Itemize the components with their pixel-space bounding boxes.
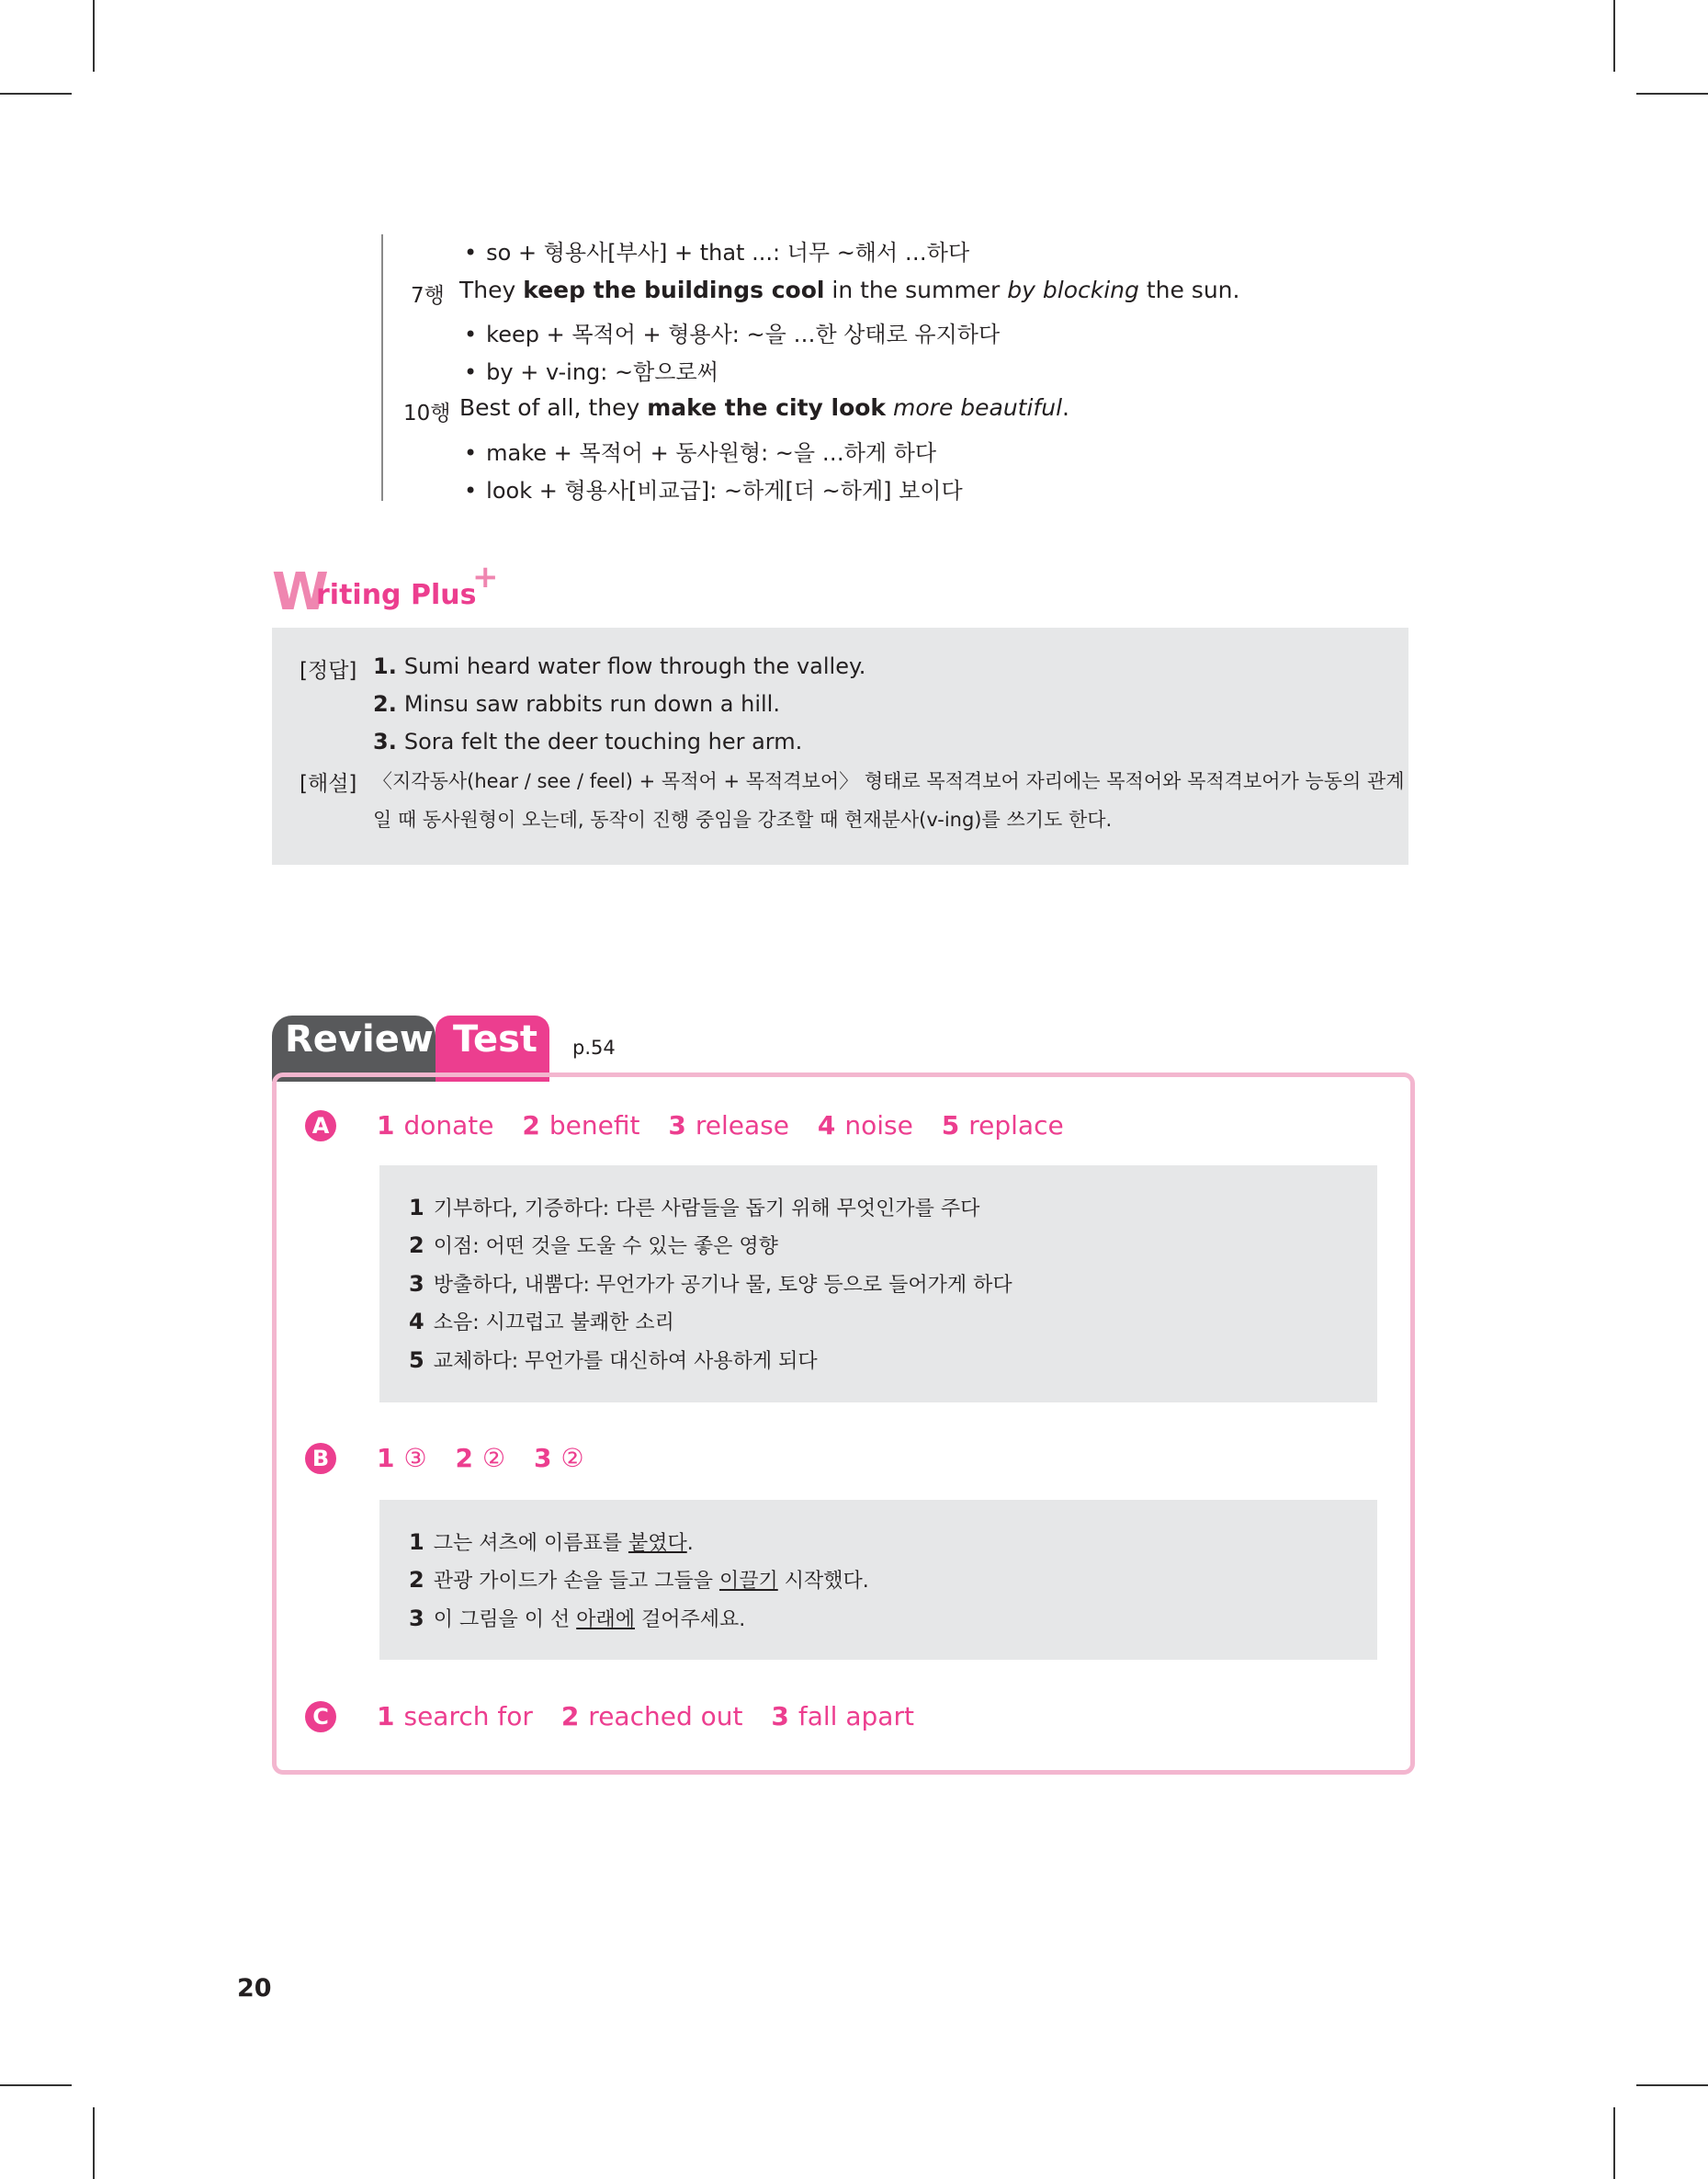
- note-line: 3 방출하다, 내뿜다: 무언가가 공기나 물, 토양 등으로 들어가게 하다: [409, 1271, 1012, 1297]
- section-a-notes: [379, 1165, 1377, 1402]
- answer-line: 3. Sora felt the deer touching her arm.: [373, 729, 803, 755]
- note-line: • so + 형용사[부사] + that ...: 너무 ~해서 …하다: [464, 240, 970, 266]
- line-number: 10행: [403, 402, 451, 426]
- note-line: 2 관광 가이드가 손을 들고 그들을 이끌기 시작했다.: [409, 1567, 869, 1593]
- section-b-answers: 1 ③ 2 ② 3 ②: [377, 1443, 584, 1473]
- test-title: Test: [453, 1018, 538, 1061]
- example-sentence: Best of all, they make the city look more beautiful.: [459, 394, 1069, 421]
- crop-mark: [0, 93, 72, 95]
- section-a-badge: A: [305, 1110, 336, 1141]
- note-line: 1 그는 셔츠에 이름표를 붙였다.: [409, 1529, 694, 1555]
- explanation-tag: [해설]: [300, 772, 357, 796]
- note-line: • by + v-ing: ~함으로써: [464, 359, 718, 385]
- review-title: Review: [285, 1018, 434, 1061]
- explanation-text: 〈지각동사(hear / see / feel) + 목적어 + 목적격보어〉 형태로 목적격보어 자리에는 목적어와 목적격보어가 능동의 관계: [373, 770, 1405, 792]
- writing-plus-answer-box: [272, 628, 1408, 865]
- crop-mark: [1613, 2107, 1615, 2179]
- answer-line: 1. Sumi heard water flow through the valley.: [373, 653, 866, 679]
- section-c-badge: C: [305, 1701, 336, 1732]
- note-line: 5 교체하다: 무언가를 대신하여 사용하게 되다: [409, 1347, 818, 1373]
- line-number: 7행: [411, 284, 445, 308]
- section-a-answers: 1 donate 2 benefit 3 release 4 noise 5 replace: [377, 1110, 1064, 1141]
- note-line: • keep + 목적어 + 형용사: ~을 …한 상태로 유지하다: [464, 322, 1001, 347]
- note-line: 1 기부하다, 기증하다: 다른 사람들을 돕기 위해 무엇인가를 주다: [409, 1195, 980, 1220]
- grammar-notes: [381, 234, 1302, 504]
- crop-mark: [93, 2107, 95, 2179]
- explanation-text: 일 때 동사원형이 오는데, 동작이 진행 중임을 강조할 때 현재분사(v-ing)를 쓰기도 한다.: [373, 809, 1113, 831]
- section-b-notes: [379, 1500, 1377, 1660]
- answer-tag: [정답]: [300, 659, 357, 683]
- note-line: • look + 형용사[비교급]: ~하게[더 ~하게] 보이다: [464, 478, 963, 504]
- answer-line: 2. Minsu saw rabbits run down a hill.: [373, 691, 780, 717]
- writing-plus-title: W riting Plus +: [272, 559, 499, 622]
- note-line: 4 소음: 시끄럽고 불쾌한 소리: [409, 1309, 674, 1334]
- crop-mark: [1636, 2084, 1708, 2086]
- page-reference: p.54: [572, 1037, 616, 1059]
- crop-mark: [1613, 0, 1615, 72]
- section-c-answers: 1 search for 2 reached out 3 fall apart: [377, 1701, 914, 1731]
- note-line: • make + 목적어 + 동사원형: ~을 …하게 하다: [464, 440, 937, 466]
- note-line: 3 이 그림을 이 선 아래에 걸어주세요.: [409, 1606, 746, 1631]
- crop-mark: [93, 0, 95, 72]
- crop-mark: [0, 2084, 72, 2086]
- crop-mark: [1636, 93, 1708, 95]
- page-number: 20: [237, 1974, 272, 2003]
- note-line: 2 이점: 어떤 것을 도울 수 있는 좋은 영향: [409, 1232, 778, 1258]
- plus-icon: +: [472, 559, 499, 596]
- section-b-badge: B: [305, 1443, 336, 1474]
- example-sentence: They keep the buildings cool in the summer by blocking the sun.: [459, 277, 1240, 303]
